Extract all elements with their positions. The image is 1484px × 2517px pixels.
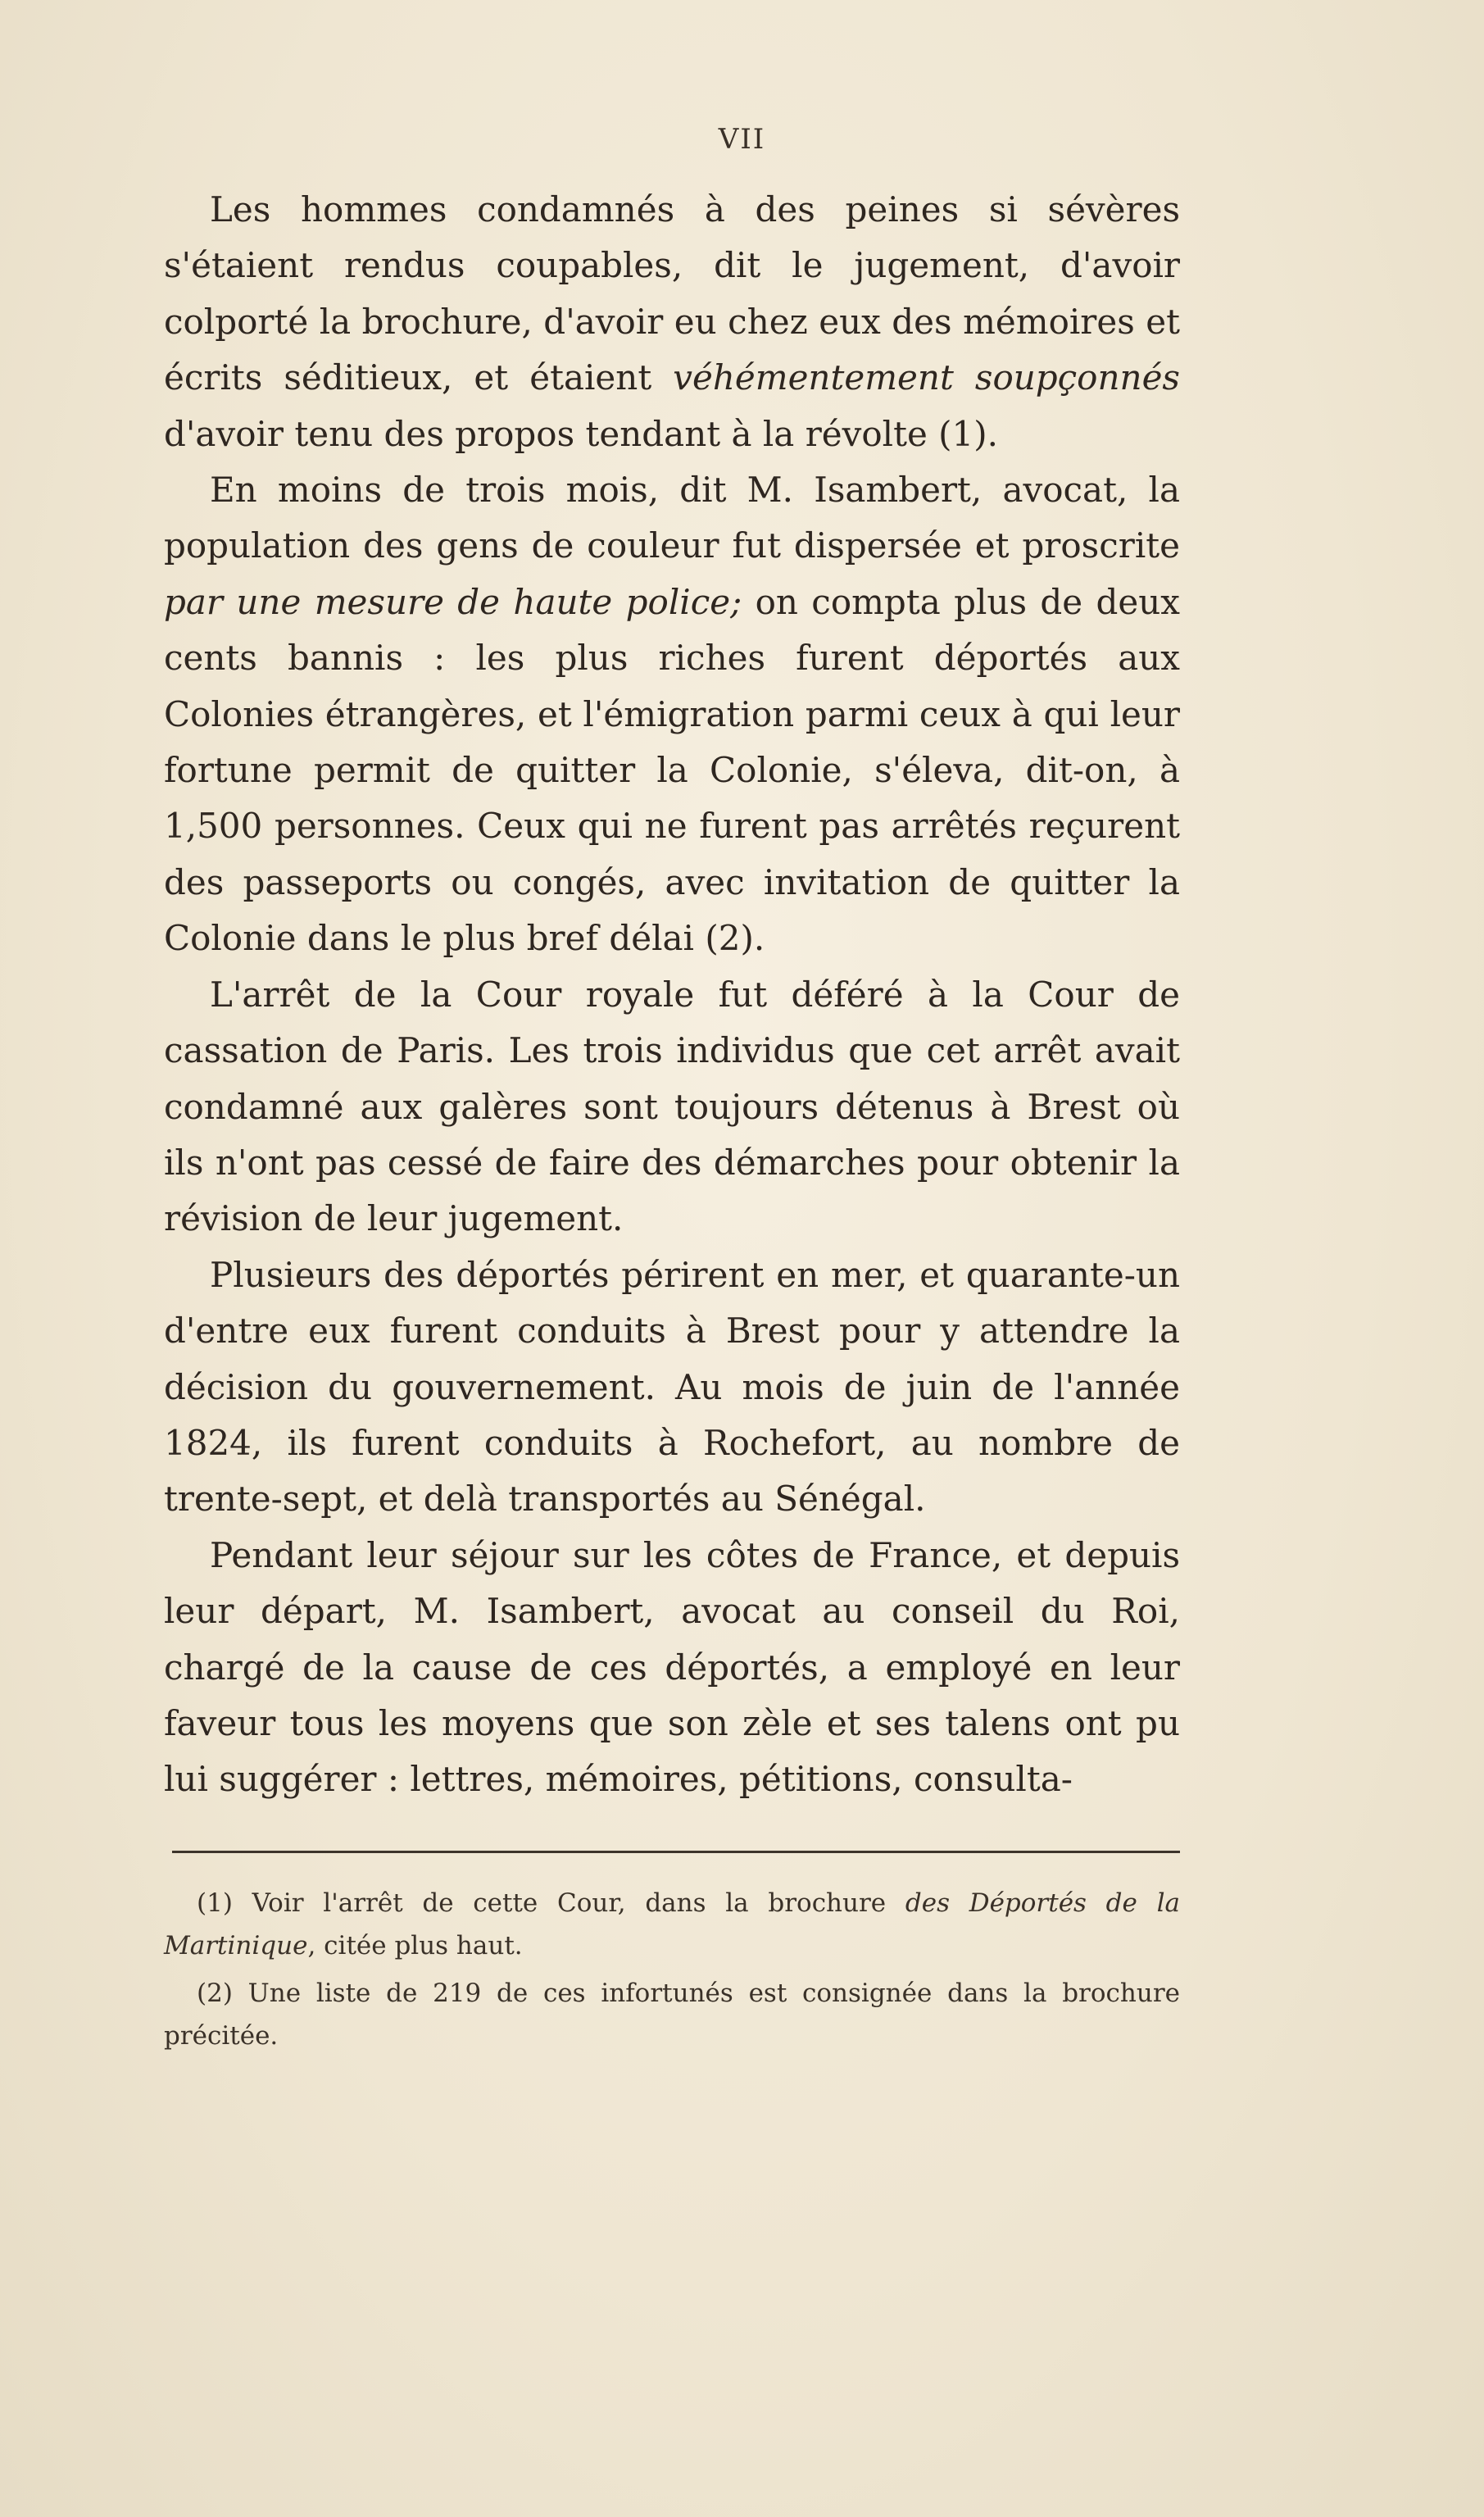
paragraph: L'arrêt de la Cour royale fut déféré à la Cour de cassation de Paris. Les trois individus que cet arrêt avait condamné aux galères sont toujours détenus à Brest où ils n'ont pas cessé de faire des démarches pour obtenir la révision de leur jugement. [164,974,1180,1239]
page-number: VII [718,123,766,156]
paragraph: En moins de trois mois, dit M. Isambert, avocat, la population des gens de couleur fut dispersée et proscrite par une mesure de haute police; on compta plus de deux cents bannis : les plus riches furent déportés aux Colonies étrangères, et l'émigration parmi ceux à qui leur fortune permit de quitter la Colonie, s'éleva, dit-on, à 1,500 personnes. Ceux qui ne furent pas arrêtés reçurent des passeports ou congés, avec invitation de quitter la Colonie dans le plus bref délai (2). [164,470,1180,959]
footnote: (2) Une liste de 219 de ces infortunés est consignée dans la brochure précitée. [164,1979,1180,2051]
paragraph: Les hommes condamnés à des peines si sévères s'étaient rendus coupables, dit le jugement, d'avoir colporté la brochure, d'avoir eu chez eux des mémoires et écrits séditieux, et étaient véhémentement soupçonnés d'avoir tenu des propos tendant à la révolte (1). [164,189,1180,454]
footnotes [164,1882,1180,2062]
paragraph: Pendant leur séjour sur les côtes de France, et depuis leur départ, M. Isambert, avocat au conseil du Roi, chargé de la cause de ces déportés, a employé en leur faveur tous les moyens que son zèle et ses talens ont pu lui suggérer : lettres, mémoires, pétitions, consulta- [164,1534,1180,1800]
body-text [164,182,1180,1808]
footnote-divider [172,1851,1180,1853]
paragraph: Plusieurs des déportés périrent en mer, et quarante-un d'entre eux furent conduits à Brest pour y attendre la décision du gouvernement. Au mois de juin de l'année 1824, ils furent conduits à Rochefort, au nombre de trente-sept, et delà transportés au Sénégal. [164,1254,1180,1520]
footnote: (1) Voir l'arrêt de cette Cour, dans la brochure des Déportés de la Martinique, citée plus haut. [164,1888,1180,1960]
